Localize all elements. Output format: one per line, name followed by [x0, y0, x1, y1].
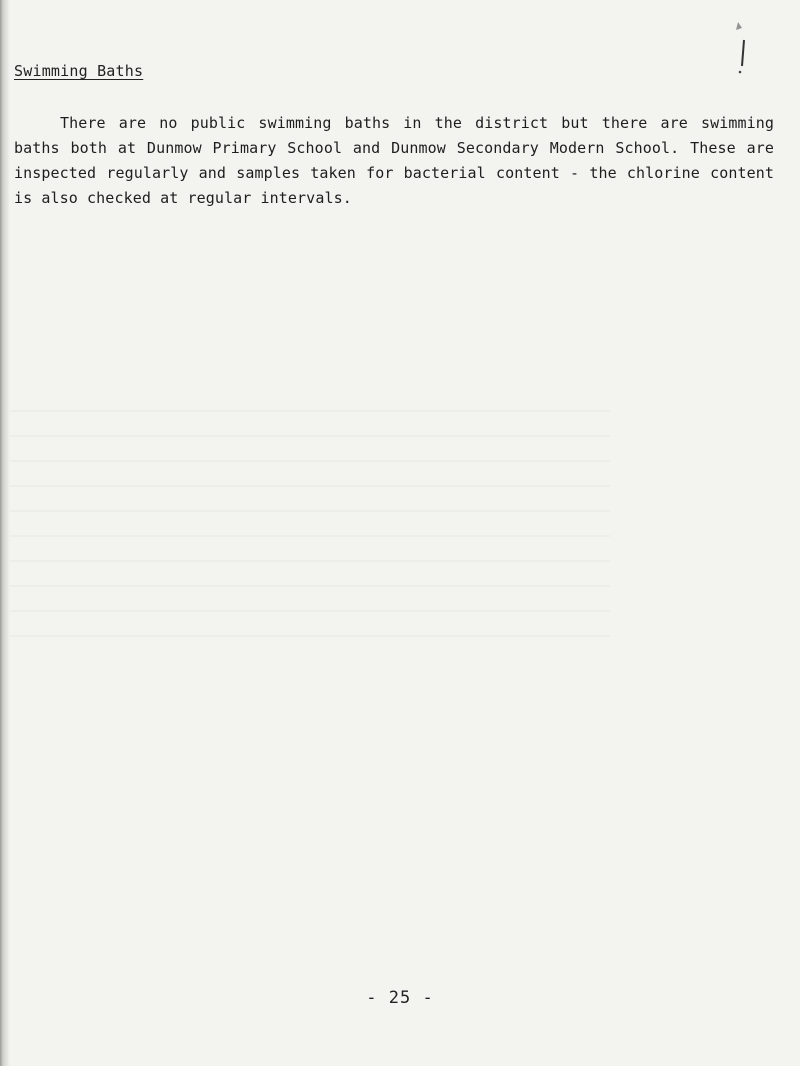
scan-binding-shadow — [0, 0, 10, 1066]
body-paragraph: There are no public swimming baths in the district but there are swimming baths both at Dunmow Primary School and Dunmow Secondary Modern School. These are inspected regularly and samples taken for bacterial content - the chlorine content is also checked at regular intervals. — [14, 114, 774, 207]
page-number: - 25 - — [366, 988, 434, 1008]
scan-speck-mark — [722, 18, 752, 78]
section-heading: Swimming Baths — [14, 62, 144, 80]
reverse-side-bleed-through — [10, 410, 610, 660]
